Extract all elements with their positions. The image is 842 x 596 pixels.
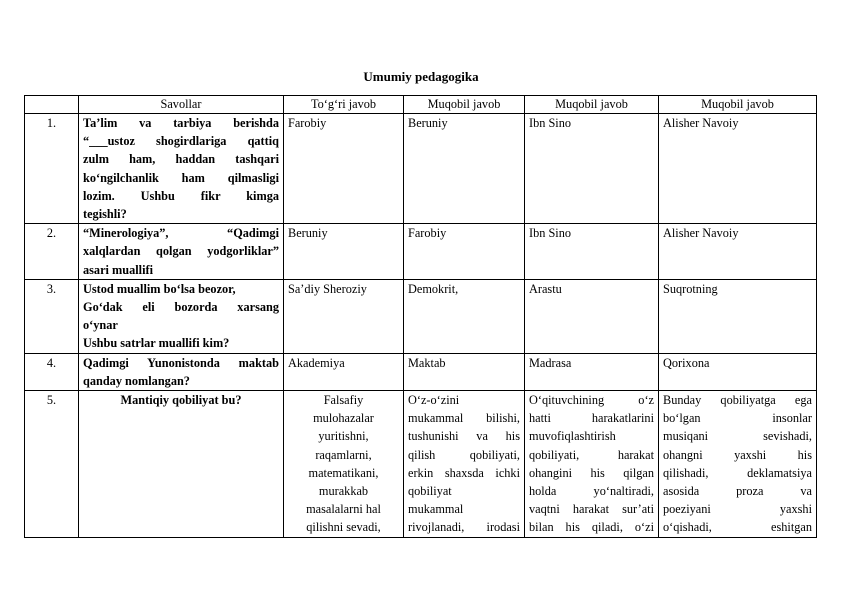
answer-line: erkin shaxsda ichki bbox=[408, 465, 520, 480]
question-line: Go‘dak eli bozorda xarsang bbox=[83, 300, 279, 315]
question-line: o‘ynar bbox=[83, 318, 118, 333]
correct-answer-cell: Sa’diy Sheroziy bbox=[284, 279, 404, 353]
answer-line: murakkab bbox=[318, 484, 369, 499]
header-number bbox=[25, 96, 79, 114]
answer-line: masalalarni hal bbox=[306, 502, 381, 517]
alternative-answer-cell: Alisher Navoiy bbox=[659, 224, 817, 280]
row-number: 5. bbox=[25, 391, 79, 538]
question-line: xalqlardan qolgan yodgorliklar” bbox=[83, 244, 279, 259]
alternative-answer-cell: Suqrotning bbox=[659, 279, 817, 353]
answer-line: vaqtni harakat sur’ati bbox=[529, 502, 654, 517]
answer-line: tushunishi va his bbox=[408, 429, 520, 444]
answer-line: o‘qishadi, eshitgan bbox=[663, 520, 812, 535]
row-number: 2. bbox=[25, 224, 79, 280]
alternative-answer-cell: Qorixona bbox=[659, 353, 817, 390]
table-row bbox=[25, 114, 817, 224]
answer-line: qilish qobiliyati, bbox=[408, 447, 520, 462]
answer-line: bo‘lgan insonlar bbox=[663, 411, 812, 426]
alternative-answer-cell bbox=[659, 391, 817, 538]
question-cell bbox=[79, 279, 284, 353]
answer-line: qobiliyat bbox=[408, 484, 452, 499]
question-line: Qadimgi Yunonistonda maktab bbox=[83, 355, 279, 370]
row-number: 1. bbox=[25, 114, 79, 224]
answer-line: rivojlanadi, irodasi bbox=[408, 520, 520, 535]
alternative-answer-cell: Farobiy bbox=[404, 224, 525, 280]
alternative-answer-cell: Madrasa bbox=[525, 353, 659, 390]
alternative-answer-cell: Maktab bbox=[404, 353, 525, 390]
question-cell bbox=[79, 353, 284, 390]
answer-line: Bunday qobiliyatga ega bbox=[663, 393, 812, 408]
answer-line: mukammal bilishi, bbox=[408, 411, 520, 426]
questions-table bbox=[24, 95, 817, 538]
question-line: lozim. Ushbu fikr kimga bbox=[83, 188, 279, 203]
question-line: Ushbu satrlar muallifi kim? bbox=[83, 336, 230, 351]
header-alternative-answer-2: Muqobil javob bbox=[525, 96, 659, 114]
answer-line: muvofiqlashtirish bbox=[529, 429, 616, 444]
question-cell bbox=[79, 224, 284, 280]
header-alternative-answer-3: Muqobil javob bbox=[659, 96, 817, 114]
answer-line: musiqani sevishadi, bbox=[663, 429, 812, 444]
answer-line: raqamlarni, bbox=[315, 447, 372, 462]
page-title: Umumiy pedagogika bbox=[363, 69, 479, 84]
header-savollar: Savollar bbox=[79, 96, 284, 114]
question-cell: Mantiqiy qobiliyat bu? bbox=[79, 391, 284, 538]
answer-line: mukammal bbox=[408, 502, 464, 517]
answer-line: qilishni sevadi, bbox=[306, 520, 381, 535]
question-line: zulm ham, haddan tashqari bbox=[83, 152, 279, 167]
answer-line: yuritishni, bbox=[318, 429, 369, 444]
question-line: ko‘ngilchanlik ham qilmasligi bbox=[83, 170, 279, 185]
question-cell bbox=[79, 114, 284, 224]
question-line: Ustod muallim bo‘lsa beozor, bbox=[83, 281, 236, 296]
answer-line: bilan his qiladi, o‘zi bbox=[529, 520, 654, 535]
answer-line: O‘qituvchining o‘z bbox=[529, 393, 654, 408]
alternative-answer-cell: Ibn Sino bbox=[525, 224, 659, 280]
answer-line: matematikani, bbox=[308, 465, 379, 480]
answer-line: qobiliyati, harakat bbox=[529, 447, 654, 462]
question-line: Ta’lim va tarbiya berishda bbox=[83, 116, 279, 130]
answer-line: poeziyani yaxshi bbox=[663, 502, 812, 517]
question-line: “___ustoz shogirdlariga qattiq bbox=[83, 134, 279, 149]
header-alternative-answer-1: Muqobil javob bbox=[404, 96, 525, 114]
row-number: 4. bbox=[25, 353, 79, 390]
answer-line: ohangni yaxshi his bbox=[663, 447, 812, 462]
alternative-answer-cell: Demokrit, bbox=[404, 279, 525, 353]
answer-line: Falsafiy bbox=[323, 393, 364, 408]
correct-answer-cell: Akademiya bbox=[284, 353, 404, 390]
table-row bbox=[25, 391, 817, 538]
correct-answer-cell bbox=[284, 391, 404, 538]
alternative-answer-cell bbox=[404, 391, 525, 538]
alternative-answer-cell: Ibn Sino bbox=[525, 114, 659, 224]
answer-line: qilishadi, deklamatsiya bbox=[663, 465, 812, 480]
header-correct-answer: To‘g‘ri javob bbox=[284, 96, 404, 114]
answer-line: hatti harakatlarini bbox=[529, 411, 654, 426]
answer-line: asosida proza va bbox=[663, 484, 812, 499]
table-row bbox=[25, 353, 817, 390]
answer-line: holda yo‘naltiradi, bbox=[529, 484, 654, 499]
question-line: “Minerologiya”, “Qadimgi bbox=[83, 226, 279, 241]
correct-answer-cell: Beruniy bbox=[284, 224, 404, 280]
table-row bbox=[25, 279, 817, 353]
question-line: asari muallifi bbox=[83, 262, 154, 277]
question-line: qanday nomlangan? bbox=[83, 373, 190, 388]
answer-line: ohangini his qilgan bbox=[529, 465, 654, 480]
table-header-row bbox=[25, 96, 817, 114]
row-number: 3. bbox=[25, 279, 79, 353]
alternative-answer-cell: Alisher Navoiy bbox=[659, 114, 817, 224]
alternative-answer-cell: Arastu bbox=[525, 279, 659, 353]
table-row bbox=[25, 224, 817, 280]
question-line: tegishli? bbox=[83, 207, 127, 222]
answer-line: O‘z-o‘zini bbox=[408, 393, 460, 408]
correct-answer-cell: Farobiy bbox=[284, 114, 404, 224]
answer-line: mulohazalar bbox=[313, 411, 374, 426]
alternative-answer-cell: Beruniy bbox=[404, 114, 525, 224]
alternative-answer-cell bbox=[525, 391, 659, 538]
